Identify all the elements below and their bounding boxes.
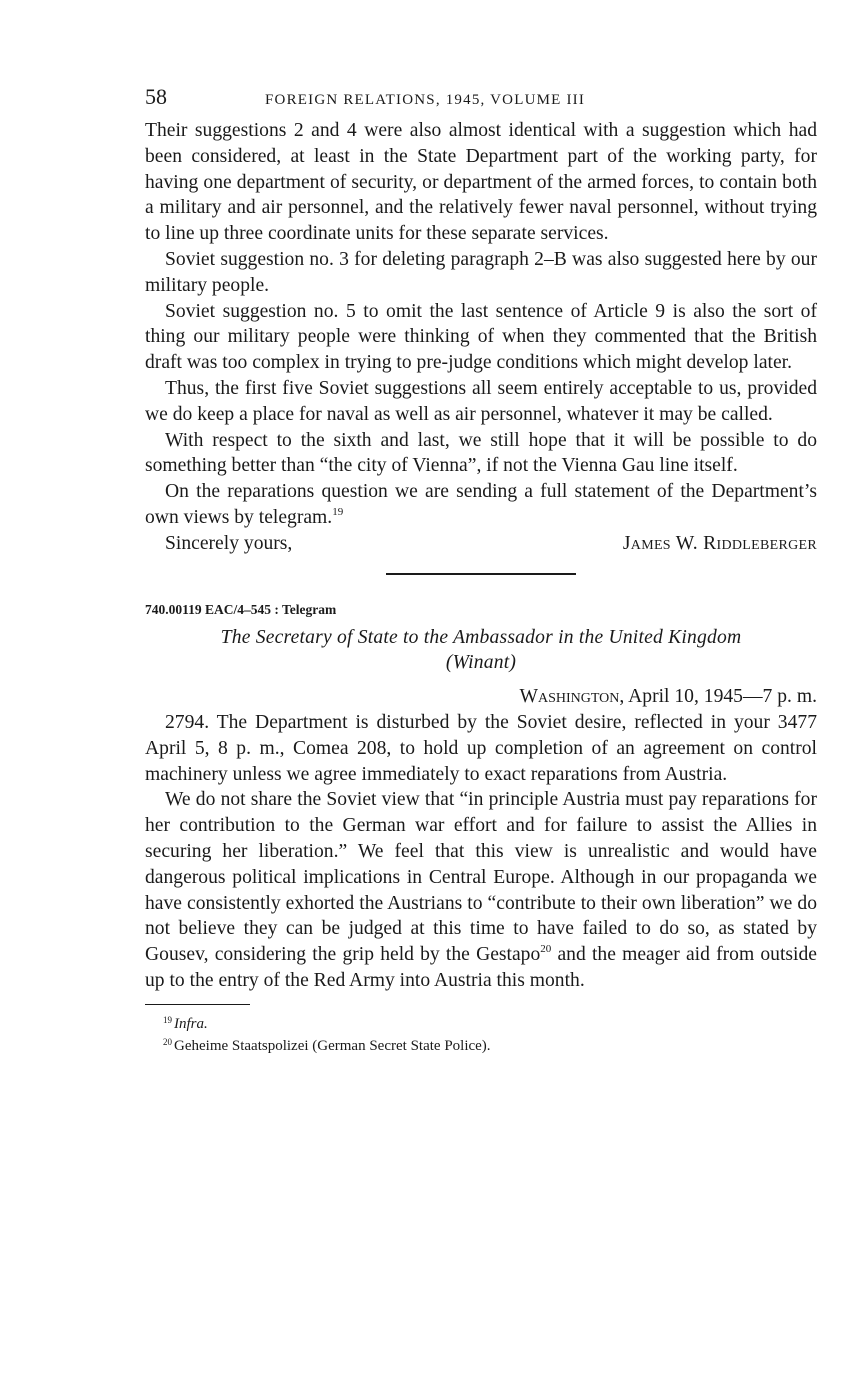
letter-body [145,118,817,531]
dateline-date: April 10, 1945—7 p. m. [624,686,817,708]
footnote-ref-19: 19 [332,505,344,518]
footnote-19 [145,1011,817,1033]
letter-paragraph-6 [145,479,817,531]
document-title-sub: (Winant) [445,652,517,674]
footnotes [145,1011,817,1055]
letter-paragraph-6-text: On the reparations question we are sending a full statement of the Department’s own views by telegram. [145,481,817,528]
file-reference: 740.00119 EAC/4–545 : Telegram [145,601,337,617]
telegram-paragraph-2-b: and the meager aid from outside up to the entry of the Red Army into Austria this month. [145,944,817,991]
signature: James W. Riddleberger [622,532,817,554]
letter-paragraph-3: Soviet suggestion no. 5 to omit the last sentence of Article 9 is also the sort of thing our military people were thinking of when they commented that the British draft was too complex in trying to pre-judge conditions which might develop later. [145,300,817,374]
dateline-place: Washington, [519,686,625,708]
letter-paragraph-5: With respect to the sixth and last, we still hope that it will be possible to do something better than “the city of Vienna”, if not the Vienna Gau line itself. [145,429,817,477]
letter-closing [145,531,817,557]
page-header [145,84,817,118]
telegram-paragraph-2 [145,787,817,993]
section-divider [386,573,576,575]
telegram-paragraph-1: 2794. The Department is disturbed by the Soviet desire, reflected in your 3477 April 5, 8 p. m., Comea 208, to hold up completion of an agreement on control machinery unless we agree immediately to exact reparations from Austria. [145,711,817,785]
letter-paragraph-2: Soviet suggestion no. 3 for deleting paragraph 2–B was also suggested here by our military people. [145,248,817,296]
footnote-19-mark: 19 [163,1014,172,1025]
footnote-ref-20: 20 [540,943,552,956]
telegram-paragraph-2-a: We do not share the Soviet view that “in principle Austria must pay reparations for her contribution to the German war effort and for failure to assist the Allies in securing her liberation.” We feel that this view is unrealistic and would have dangerous political implications in Central Europe. Although in our propaganda we have consistently exhorted the Austrians to “contribute to their own liberation” we do not believe they can be judged at this time to have failed to do so, as stated by Gousev, considering the grip held by the Gestapo [145,789,817,966]
footnote-20-text: Geheime Staatspolizei (German Secret State Police). [174,1037,491,1054]
document-title [145,625,817,677]
dateline [145,684,817,710]
footnote-20-mark: 20 [163,1036,172,1047]
document-page [145,84,817,1055]
document-title-line: The Secretary of State to the Ambassador in the United Kingdom [220,626,742,648]
footnote-divider [145,1004,250,1005]
telegram-body [145,710,817,994]
footnote-20 [145,1033,817,1055]
footnote-19-text: Infra. [174,1015,208,1032]
running-head: FOREIGN RELATIONS, 1945, VOLUME III [265,92,586,108]
letter-paragraph-1: Their suggestions 2 and 4 were also almost identical with a suggestion which had been considered, at least in the State Department part of the working party, for having one department of security, or department of the armed forces, to contain both a military and air personnel, and the relatively fewer naval personnel, without trying to line up three coordinate units for these separate services. [145,120,817,245]
letter-paragraph-4: Thus, the first five Soviet suggestions all seem entirely acceptable to us, provided we do keep a place for naval as well as air personnel, whatever it may be called. [145,377,817,425]
page-number: 58 [145,84,167,109]
closing-salutation: Sincerely yours, [165,532,293,554]
